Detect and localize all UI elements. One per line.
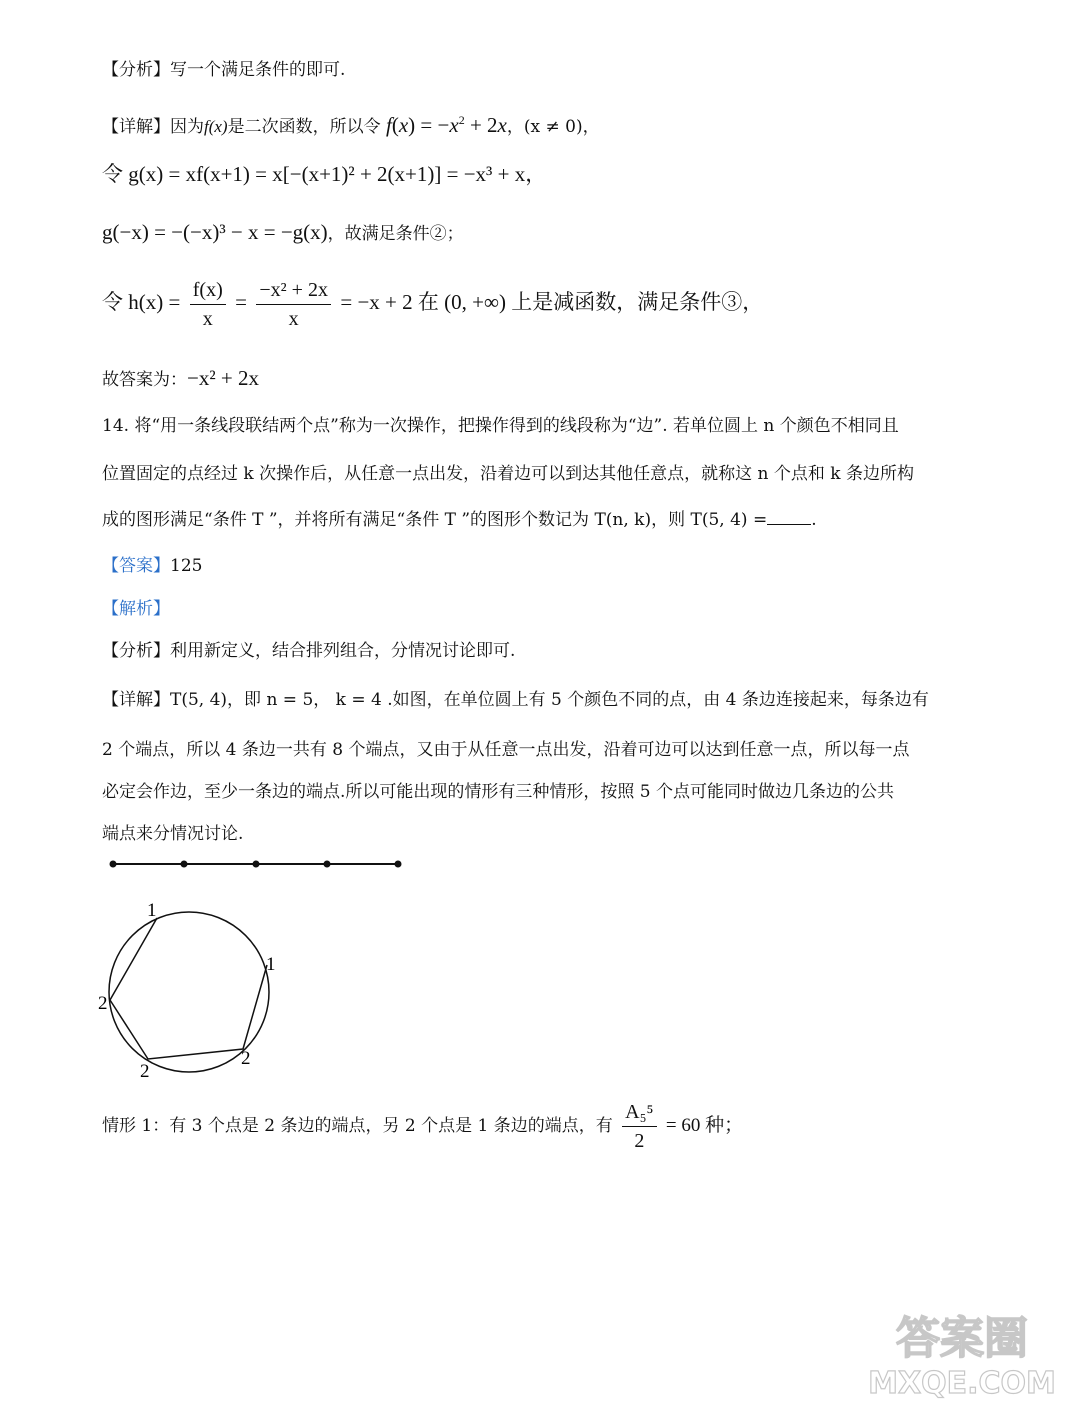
q14-detail-1-text: T(5, 4)，即 n = 5， k = 4 .如图，在单位圆上有 5 个颜色不同的点，由 4 条边连接起来，每条边有	[170, 690, 929, 710]
point-label: 1	[266, 954, 276, 975]
chain-point	[395, 861, 402, 868]
q14-case-1-post: = 60 种；	[665, 1115, 744, 1136]
q14-figure	[95, 850, 415, 1085]
circle-figure	[98, 900, 276, 1082]
q14-analysis	[102, 639, 515, 663]
point-label: 2	[140, 1061, 150, 1082]
point-label: 1	[147, 900, 157, 921]
polyline-edges	[110, 918, 267, 1059]
point-label: 2	[98, 993, 108, 1014]
q14-detail-1	[102, 688, 929, 712]
q13-detail	[102, 108, 600, 139]
q14-stem-3-text: 成的图形满足“条件 T ”，并将所有满足“条件 T ”的图形个数记为 T(n, k)，则 T(5, 4) =	[102, 510, 768, 530]
watermark-domain: MXQE.COM	[868, 1366, 1056, 1401]
q13-g-odd-text: ，故满足条件②；	[327, 224, 464, 244]
answer-blank	[767, 506, 811, 525]
q14-answer-tag: 【答案】	[102, 556, 170, 576]
q14-stem-2: 位置固定的点经过 k 次操作后，从任意一点出发，沿着边可以到达其他任意点，就称这 n 个点和 k 条边所构	[102, 464, 914, 484]
q13-fx: f(x)	[204, 117, 228, 136]
q14-explain-tag: 【解析】	[102, 599, 170, 619]
q13-analysis-text: 写一个满足条件的即可.	[170, 60, 346, 80]
q14-detail-3: 必定会作边，至少一条边的端点.所以可能出现的情形有三种情形，按照 5 个点可能同时做边几条边的公共	[102, 782, 895, 802]
q13-detail-tag: 【详解】	[102, 117, 170, 137]
q13-analysis-tag: 【分析】	[102, 60, 170, 80]
q14-stem-3: 成的图形满足“条件 T ”，并将所有满足“条件 T ”的图形个数记为 T(n, k)，则 T(5, 4) = .	[102, 506, 817, 532]
q14-case-1-text: 情形 1：有 3 个点是 2 条边的端点，另 2 个点是 1 条边的端点，有	[102, 1116, 613, 1136]
q13-h-pre: 令 h(x) =	[102, 290, 181, 314]
q14-detail-2: 2 个端点，所以 4 条边一共有 8 个端点，又由于从任意一点出发，沿着可边可以达到任意一点，所以每一点	[102, 740, 910, 760]
q14-analysis-tag: 【分析】	[102, 641, 170, 661]
q13-fx-def: $f(x) = -x^2 + 2x$	[386, 113, 507, 137]
frac-numerator: f(x)	[190, 278, 226, 305]
chain-point	[181, 861, 188, 868]
frac-denominator: 2	[634, 1130, 645, 1152]
q14-stem-1: 14. 将“用一条线段联结两个点”称为一次操作，把操作得到的线段称为“边”. 若单位圆上 n 个颜色不相同且	[102, 416, 899, 436]
q13-detail-mid: 是二次函数，所以令	[227, 117, 381, 137]
q14-detail-tag: 【详解】	[102, 690, 170, 710]
q14-case-1-frac	[622, 1100, 656, 1153]
q14-detail-4: 端点来分情况讨论.	[102, 824, 244, 844]
chain-point	[110, 861, 117, 868]
q13-frac-1	[190, 278, 226, 331]
q13-g-odd-math: g(−x) = −(−x)³ − x = −g(x)	[102, 220, 328, 244]
q13-line-h: 令 h(x) = $\frac{f(x)}{x}$ = $\frac{\text{−x² + 2x}}{x}$ = −x + 2 在 (0, +∞) 上是减函数，满足条件③，	[102, 279, 764, 330]
point-label: 2	[241, 1048, 251, 1069]
q13-answer	[102, 366, 259, 392]
frac-denominator: x	[202, 308, 213, 330]
q13-analysis	[102, 58, 345, 82]
watermark-logo	[862, 1305, 1062, 1405]
q13-detail-cond: ，(x ≠ 0)，	[506, 117, 600, 137]
q13-h-post: = −x + 2 在 (0, +∞) 上是减函数，满足条件③，	[340, 290, 764, 314]
q13-answer-pre: 故答案为：	[102, 370, 187, 390]
chain-point	[324, 861, 331, 868]
q13-detail-pre: 因为	[170, 117, 204, 137]
q14-answer-value: 125	[170, 556, 203, 576]
q13-line-g: 令 g(x) = xf(x+1) = x[−(x+1)² + 2(x+1)] = −x³ + x，	[102, 162, 547, 186]
watermark-text: 答案圈	[896, 1313, 1028, 1364]
frac-denominator: x	[288, 308, 299, 330]
q13-answer-math: −x² + 2x	[187, 366, 259, 390]
frac-numerator: −x² + 2x	[256, 278, 331, 305]
q14-case-1	[102, 1100, 743, 1153]
frac-numerator: A₅⁵	[622, 1100, 656, 1127]
q14-analysis-text: 利用新定义，结合排列组合，分情况讨论即可.	[170, 641, 516, 661]
chain-figure	[110, 861, 402, 868]
q13-line-g-odd	[102, 220, 464, 246]
chain-point	[253, 861, 260, 868]
q13-frac-2	[256, 278, 331, 331]
q14-answer	[102, 554, 202, 578]
